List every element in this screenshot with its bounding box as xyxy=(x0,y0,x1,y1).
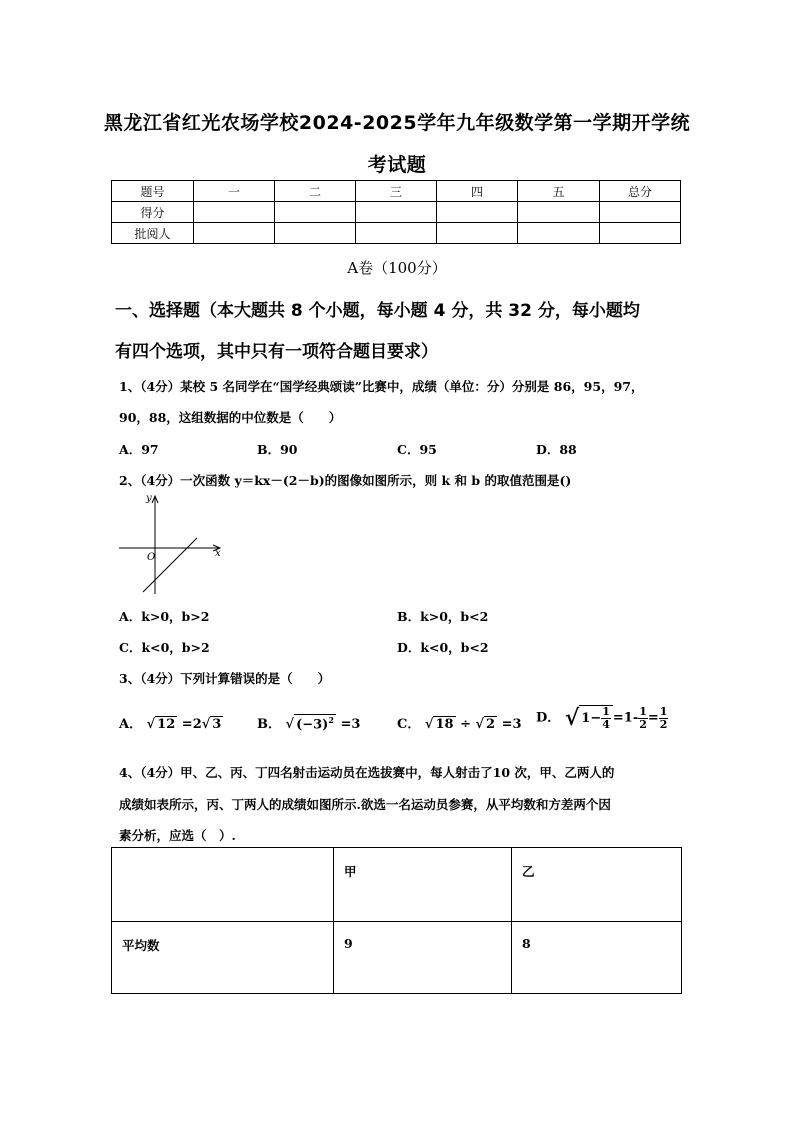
q3-option-a xyxy=(119,713,223,732)
q3-d-den1: 4 xyxy=(602,718,610,731)
q4-table-row xyxy=(112,922,682,994)
sqrt-symbol: √ xyxy=(564,705,580,731)
q4-text-line1: 4、（4分）甲、乙、丙、丁四名射击运动员在选拔赛中，每人射击了10 次，甲、乙两人的 xyxy=(119,765,615,780)
q3-c-result: =3 xyxy=(501,717,522,732)
y-axis-label: y xyxy=(146,493,152,504)
exam-title-line1: 黑龙江省红光农场学校2024-2025学年九年级数学第一学期开学统 xyxy=(103,112,691,134)
q3-b-base: (−3) xyxy=(296,717,329,732)
section-a-heading: A卷（100分） xyxy=(347,259,447,277)
q3-d-den3: 2 xyxy=(659,717,668,731)
q3-b-result: =3 xyxy=(340,717,361,732)
q2-function-graph xyxy=(115,490,230,598)
q1-text-line1: 1、（4分）某校 5 名同学在“国学经典颂读”比赛中，成绩（单位：分）分别是 86，95，97， xyxy=(119,379,644,394)
q3-c-radicand: 18 xyxy=(435,717,454,732)
q2-option-a: A．k>0，b>2 xyxy=(119,609,210,624)
reviewer-cell[interactable] xyxy=(437,223,518,244)
q3-d-num3: 1 xyxy=(659,704,668,718)
q3-a-label: A． xyxy=(119,717,143,732)
score-header-cell: 四 xyxy=(437,181,518,202)
score-row-label: 得分 xyxy=(112,202,194,223)
sqrt-symbol: √ xyxy=(146,717,156,732)
q3-d-one-minus: 1− xyxy=(581,711,602,726)
section1-heading-line1: 一、选择题（本大题共 8 个小题，每小题 4 分，共 32 分，每小题均 xyxy=(115,301,640,321)
q4-table-cell: 平均数 xyxy=(112,922,334,994)
q1-text-line2: 90，88，这组数据的中位数是（ ） xyxy=(119,410,342,425)
q4-table-cell: 9 xyxy=(334,922,512,994)
q1-option-c: C．95 xyxy=(397,442,437,457)
q4-table-cell xyxy=(112,848,334,922)
reviewer-cell[interactable] xyxy=(356,223,437,244)
q2-text: 2、（4分）一次函数 y＝kx－(2－b)的图像如图所示，则 k 和 b 的取值范围是() xyxy=(119,473,572,488)
q3-b-radicand xyxy=(294,714,336,732)
score-cell[interactable] xyxy=(437,202,518,223)
q3-c-divide: ÷ xyxy=(460,717,471,732)
q4-table-cell: 乙 xyxy=(512,848,682,922)
reviewer-row-label: 批阅人 xyxy=(112,223,194,244)
q3-d-den2: 2 xyxy=(639,717,647,731)
function-line xyxy=(143,538,197,592)
score-header-cell: 总分 xyxy=(600,181,681,202)
score-cell[interactable] xyxy=(518,202,600,223)
q3-d-num2: 1 xyxy=(639,704,647,718)
sqrt-symbol: √ xyxy=(424,717,434,732)
reviewer-cell[interactable] xyxy=(194,223,275,244)
q2-option-d: D．k<0，b<2 xyxy=(397,640,489,655)
x-axis-label: x xyxy=(215,548,221,559)
reviewer-cell[interactable] xyxy=(518,223,600,244)
q4-text-line2: 成绩如表所示，丙、丁两人的成绩如图所示.欲选一名运动员参赛，从平均数和方差两个因 xyxy=(119,797,611,812)
sqrt-symbol: √ xyxy=(201,717,211,732)
q1-option-d: D．88 xyxy=(536,442,577,457)
q3-text: 3、（4分）下列计算错误的是（ ） xyxy=(119,671,331,686)
q4-table-header-row xyxy=(112,848,682,922)
sqrt-symbol: √ xyxy=(475,717,485,732)
score-header-cell: 一 xyxy=(194,181,275,202)
score-header-cell: 三 xyxy=(356,181,437,202)
score-cell[interactable] xyxy=(356,202,437,223)
q3-c-label: C． xyxy=(397,717,421,732)
score-table xyxy=(111,180,681,244)
score-cell[interactable] xyxy=(275,202,356,223)
score-header-cell: 二 xyxy=(275,181,356,202)
q3-d-label: D． xyxy=(536,710,561,726)
q3-a-radicand2: 3 xyxy=(212,717,222,732)
q4-table-cell: 8 xyxy=(512,922,682,994)
q3-d-fraction1 xyxy=(601,706,611,731)
section1-heading-line2: 有四个选项，其中只有一项符合题目要求） xyxy=(115,342,438,362)
q3-a-result: =2 xyxy=(181,717,202,732)
q3-option-b xyxy=(257,713,360,732)
exam-title-line2: 考试题 xyxy=(367,154,427,176)
score-table-score-row xyxy=(112,202,681,223)
q4-table-cell: 甲 xyxy=(334,848,512,922)
score-table-header-row xyxy=(112,181,681,202)
origin-label: O xyxy=(147,552,156,563)
q3-d-num1: 1 xyxy=(602,705,610,718)
score-header-cell: 题号 xyxy=(112,181,194,202)
q3-option-c xyxy=(397,713,522,732)
q3-option-d xyxy=(536,705,668,731)
sqrt-symbol: √ xyxy=(285,717,295,732)
reviewer-cell[interactable] xyxy=(600,223,681,244)
q2-option-b: B．k>0，b<2 xyxy=(397,609,489,624)
q3-d-fraction2 xyxy=(638,706,648,731)
score-cell[interactable] xyxy=(600,202,681,223)
q4-text-line3: 素分析，应选（ ）. xyxy=(119,828,236,843)
q1-option-b: B．90 xyxy=(257,442,298,457)
q4-score-table xyxy=(111,847,682,994)
q3-d-equals2: = xyxy=(647,710,659,726)
q3-b-label: B． xyxy=(257,717,281,732)
q3-d-radicand xyxy=(579,705,613,731)
score-header-cell: 五 xyxy=(518,181,600,202)
q2-option-c: C．k<0，b>2 xyxy=(119,640,210,655)
q3-a-radicand: 12 xyxy=(157,717,176,732)
reviewer-cell[interactable] xyxy=(275,223,356,244)
score-table-reviewer-row xyxy=(112,223,681,244)
q3-d-equals1: =1- xyxy=(612,710,639,726)
score-cell[interactable] xyxy=(194,202,275,223)
q3-d-fraction3 xyxy=(659,706,669,731)
q3-c-radicand2: 2 xyxy=(486,717,496,732)
q1-option-a: A．97 xyxy=(119,442,159,457)
q3-b-exponent: 2 xyxy=(328,714,334,725)
